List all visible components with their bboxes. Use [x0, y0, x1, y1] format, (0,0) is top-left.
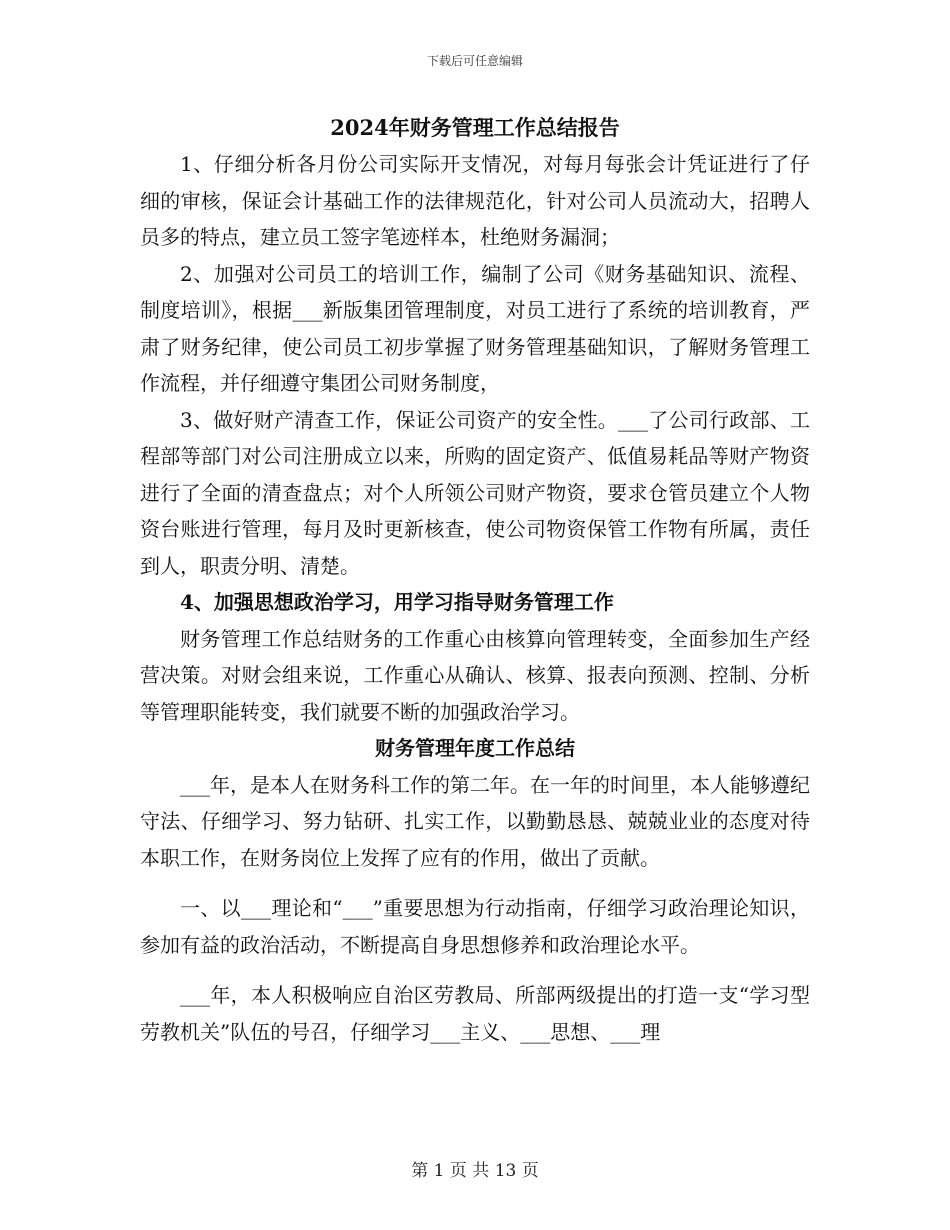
paragraph-1: 1、仔细分析各月份公司实际开支情况，对每月每张会计凭证进行了仔细的审核，保证会计基础工作的法律规范化，针对公司人员流动大，招聘人员多的特点，建立员工签字笔迹样本，杜绝财务漏洞；: [140, 152, 810, 249]
section-title: 财务管理年度工作总结: [375, 736, 575, 760]
page-header-note: 下载后可任意编辑: [426, 54, 523, 68]
paragraph-2: 2、加强对公司员工的培训工作，编制了公司《财务基础知识、流程、制度培训》，根据___新版集团管理制度，对员工进行了系统的培训教育，严肃了财务纪律，使公司员工初步掌握了财务管理基础知识，了解财务管理工作流程，并仔细遵守集团公司财务制度，: [140, 261, 810, 395]
section-heading-4: 4、加强思想政治学习，用学习指导财务管理工作: [180, 590, 614, 614]
paragraph-3: 3、做好财产清查工作，保证公司资产的安全性。___了公司行政部、工程部等部门对公司注册成立以来，所购的固定资产、低值易耗品等财产物资进行了全面的清查盘点；对个人所领公司财产物资，要求仓管员建立个人物资台账进行管理，每月及时更新核查，使公司物资保管工作物有所属，责任到人，职责分明、清楚。: [140, 407, 810, 578]
document-title: 2024年财务管理工作总结报告: [330, 115, 620, 140]
page-number: 第 1 页 共 13 页: [411, 1161, 539, 1181]
document-body: [140, 110, 810, 1050]
paragraph-4: 财务管理工作总结财务的工作重心由核算向管理转变，全面参加生产经营决策。对财会组来说，工作重心从确认、核算、报表向预测、控制、分析等管理职能转变，我们就要不断的加强政治学习。: [140, 626, 810, 724]
section2-paragraph-1: ___年，是本人在财务科工作的第二年。在一年的时间里，本人能够遵纪守法、仔细学习、努力钻研、扎实工作，以勤勤恳恳、兢兢业业的态度对待本职工作，在财务岗位上发挥了应有的作用，做出了贡献。: [140, 772, 810, 870]
section2-paragraph-2: 一、以___理论和“___”重要思想为行动指南，仔细学习政治理论知识，参加有益的政治活动，不断提高自身思想修养和政治理论水平。: [140, 896, 810, 957]
section2-paragraph-3: ___年，本人积极响应自治区劳教局、所部两级提出的打造一支“学习型劳教机关”队伍的号召，仔细学习___主义、___思想、___理: [140, 983, 810, 1044]
